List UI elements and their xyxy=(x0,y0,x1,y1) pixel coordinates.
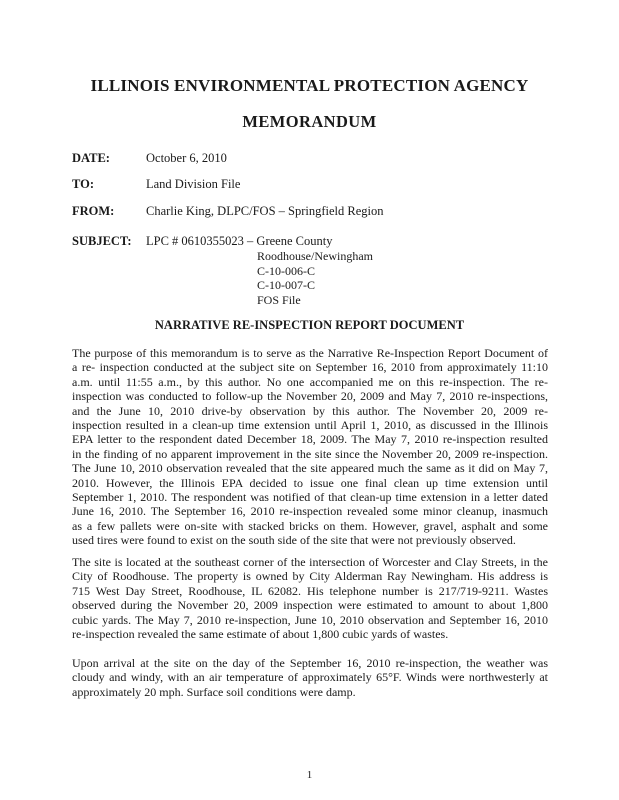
paragraph-line: The site is located at the southeast corner of the intersection of Worcester and Clay Streets, in the xyxy=(72,555,548,569)
date-label: DATE: xyxy=(72,151,110,165)
paragraph-line: a.m. until 11:55 a.m., by this author. No one accompanied me on this re-inspection. The re- xyxy=(72,374,548,389)
paragraph-site-location xyxy=(72,555,548,641)
paragraph-line: The purpose of this memorandum is to serve as the Narrative Re-Inspection Report Document of xyxy=(72,346,548,360)
paragraph-line: 2010. However, the Illinois EPA decided to issue one final clean up time extension until xyxy=(72,475,548,490)
paragraph-line: a re- inspection conducted at the subject site on September 16, 2010 from approximately 11:10 xyxy=(72,360,548,375)
paragraph-purpose xyxy=(72,346,548,548)
subject-line: Roodhouse/Newingham xyxy=(257,249,373,263)
paragraph-line: and the June 10, 2010 drive-by observation by this author. The November 20, 2009 re- xyxy=(72,403,548,418)
to-value: Land Division File xyxy=(146,177,241,191)
page-number: 1 xyxy=(306,769,313,781)
paragraph-line: City of Roodhouse. The property is owned by City Alderman Ray Newingham. His address is xyxy=(72,569,548,584)
paragraph-line: Upon arrival at the site on the day of the September 16, 2010 re-inspection, the weather was xyxy=(72,656,548,670)
paragraph-line: cubic yards. The May 7, 2010 re-inspection, June 10, 2010 observation and September 16, 2010 xyxy=(72,612,548,627)
from-label: FROM: xyxy=(72,204,115,218)
paragraph-line: observed during the November 20, 2009 inspection were estimated to amount to about 1,800 xyxy=(72,598,548,613)
paragraph-line: September 1, 2010. The respondent was notified of that clean-up time extension in a letter dated xyxy=(72,490,548,505)
paragraph-line: inspection was conducted to follow-up the November 20, 2009 and May 7, 2010 re-inspections, xyxy=(72,389,548,404)
subject-line: C-10-007-C xyxy=(257,278,315,293)
subject-line: FOS File xyxy=(257,292,301,307)
paragraph-weather xyxy=(72,656,548,699)
from-value: Charlie King, DLPC/FOS – Springfield Region xyxy=(146,204,384,218)
paragraph-line: The June 10, 2010 observation revealed that the site appeared much the same as it did on May 7, xyxy=(72,461,548,476)
agency-heading: ILLINOIS ENVIRONMENTAL PROTECTION AGENCY xyxy=(90,76,529,95)
paragraph-line: June 16, 2010. The September 16, 2010 re-inspection revealed some minor cleanup, inasmuch xyxy=(72,504,548,519)
date-value: October 6, 2010 xyxy=(146,151,227,165)
subject-additional-lines xyxy=(257,249,373,307)
paragraph-line: as a few pallets were on-site with stacked bricks on them. However, gravel, asphalt and some xyxy=(72,518,548,533)
paragraph-line: 715 West Day Street, Roodhouse, IL 62082. His telephone number is 217/719-9211. Wastes xyxy=(72,583,548,598)
paragraph-line: EPA letter to the respondent dated December 18, 2009. The May 7, 2010 re-inspection resulted xyxy=(72,432,548,447)
subject-line: C-10-006-C xyxy=(257,263,315,278)
paragraph-line: inspection resulted in a clean-up time extension until April 1, 2010, as discussed in the Illinois xyxy=(72,418,548,433)
paragraph-line: in the finding of no apparent improvement in the site since the November 20, 2009 re-inspection. xyxy=(72,446,548,461)
section-title: NARRATIVE RE-INSPECTION REPORT DOCUMENT xyxy=(154,318,465,332)
memorandum-title: MEMORANDUM xyxy=(242,112,377,131)
subject-value: LPC # 0610355023 – Greene County xyxy=(146,234,333,248)
paragraph-line: re-inspection revealed the same estimate of about 1,800 cubic yards of wastes. xyxy=(72,627,449,642)
subject-label: SUBJECT: xyxy=(72,234,132,248)
paragraph-line: cloudy and windy, with an air temperature of approximately 65°F. Winds were northwesterly at xyxy=(72,670,548,685)
to-label: TO: xyxy=(72,177,94,191)
paragraph-line: approximately 20 mph. Surface soil conditions were damp. xyxy=(72,684,356,699)
paragraph-line: used tires were found to exist on the south side of the site that were not previously observed. xyxy=(72,533,516,548)
